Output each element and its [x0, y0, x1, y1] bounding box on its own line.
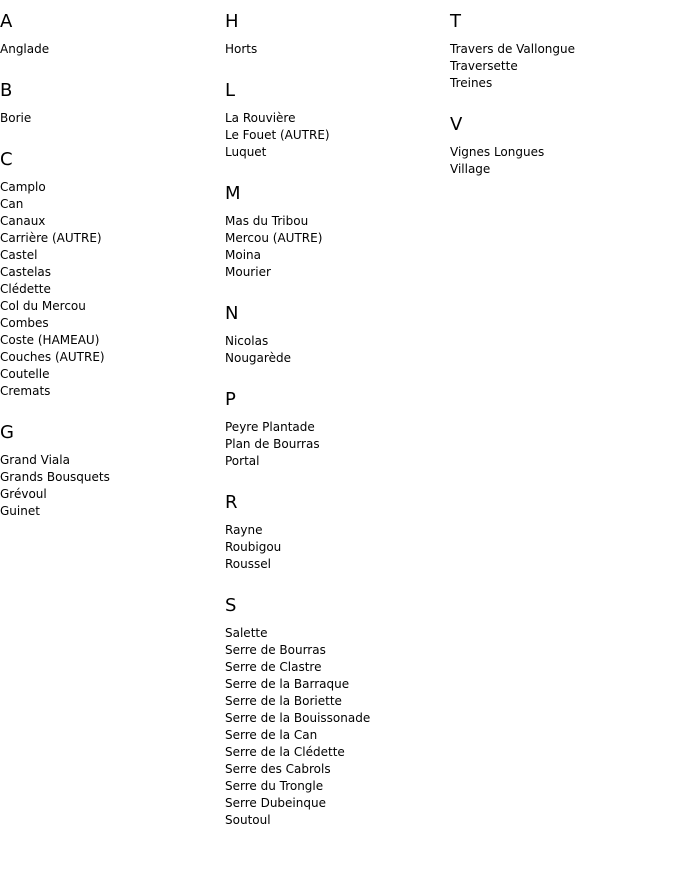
place-list	[450, 41, 675, 92]
place-link[interactable]: Couches (AUTRE)	[0, 350, 105, 364]
letter-heading: M	[225, 183, 241, 204]
letter-group-h	[225, 11, 450, 58]
letter-heading: S	[225, 595, 237, 616]
place-list	[225, 110, 450, 161]
letter-heading: T	[450, 11, 461, 32]
letter-group-r	[225, 492, 450, 573]
place-link[interactable]: Horts	[225, 42, 258, 56]
place-link[interactable]: Serre de la Bouissonade	[225, 711, 371, 725]
letter-group-m	[225, 183, 450, 281]
letter-heading: R	[225, 492, 238, 513]
place-link[interactable]: Mourier	[225, 265, 271, 279]
place-link[interactable]: Serre de la Boriette	[225, 694, 342, 708]
place-list	[225, 522, 450, 573]
place-link[interactable]: Can	[0, 197, 24, 211]
place-link[interactable]: Grands Bousquets	[0, 470, 110, 484]
place-link[interactable]: Serre de la Clédette	[225, 745, 345, 759]
letter-group-v	[450, 114, 675, 178]
letter-group-g	[0, 422, 225, 520]
place-link[interactable]: Mercou (AUTRE)	[225, 231, 323, 245]
place-link[interactable]: Soutoul	[225, 813, 271, 827]
place-link[interactable]: Serre de la Barraque	[225, 677, 350, 691]
place-link[interactable]: Traversette	[450, 59, 518, 73]
index-column-3	[450, 0, 675, 178]
place-link[interactable]: Grévoul	[0, 487, 47, 501]
letter-heading: P	[225, 389, 236, 410]
place-link[interactable]: Treines	[450, 76, 493, 90]
place-link[interactable]: Borie	[0, 111, 32, 125]
place-link[interactable]: Anglade	[0, 42, 50, 56]
place-list	[225, 419, 450, 470]
letter-heading: N	[225, 303, 239, 324]
place-link[interactable]: Vignes Longues	[450, 145, 545, 159]
place-link[interactable]: Portal	[225, 454, 260, 468]
place-link[interactable]: Rayne	[225, 523, 263, 537]
place-link[interactable]: Le Fouet (AUTRE)	[225, 128, 330, 142]
letter-heading: H	[225, 11, 239, 32]
place-link[interactable]: Plan de Bourras	[225, 437, 320, 451]
place-list	[225, 625, 450, 829]
place-link[interactable]: Nicolas	[225, 334, 269, 348]
place-link[interactable]: Peyre Plantade	[225, 420, 315, 434]
place-link[interactable]: Luquet	[225, 145, 267, 159]
place-link[interactable]: Nougarède	[225, 351, 291, 365]
place-list	[0, 41, 225, 58]
letter-group-b	[0, 80, 225, 127]
place-link[interactable]: Camplo	[0, 180, 46, 194]
index-column-1	[0, 0, 225, 520]
letter-heading: L	[225, 80, 236, 101]
place-link[interactable]: Serre des Cabrols	[225, 762, 331, 776]
place-link[interactable]: Serre du Trongle	[225, 779, 324, 793]
place-list	[0, 110, 225, 127]
letter-group-c	[0, 149, 225, 400]
place-link[interactable]: Moina	[225, 248, 261, 262]
place-link[interactable]: Mas du Tribou	[225, 214, 309, 228]
place-link[interactable]: Coutelle	[0, 367, 50, 381]
index-column-2	[225, 0, 450, 829]
place-link[interactable]: Combes	[0, 316, 49, 330]
letter-group-l	[225, 80, 450, 161]
place-link[interactable]: Castelas	[0, 265, 52, 279]
place-link[interactable]: Col du Mercou	[0, 299, 86, 313]
place-link[interactable]: Canaux	[0, 214, 46, 228]
place-link[interactable]: Serre de Clastre	[225, 660, 322, 674]
place-link[interactable]: Clédette	[0, 282, 51, 296]
place-list	[225, 333, 450, 367]
place-link[interactable]: Village	[450, 162, 491, 176]
letter-heading: C	[0, 149, 13, 170]
letter-group-p	[225, 389, 450, 470]
place-link[interactable]: Serre Dubeinque	[225, 796, 326, 810]
place-link[interactable]: Cremats	[0, 384, 51, 398]
place-link[interactable]: Guinet	[0, 504, 40, 518]
letter-group-s	[225, 595, 450, 829]
place-link[interactable]: Serre de Bourras	[225, 643, 326, 657]
letter-heading: G	[0, 422, 14, 443]
place-list	[225, 213, 450, 281]
place-list	[0, 452, 225, 520]
place-link[interactable]: Coste (HAMEAU)	[0, 333, 100, 347]
place-link[interactable]: Salette	[225, 626, 268, 640]
place-list	[225, 41, 450, 58]
letter-heading: V	[450, 114, 463, 135]
letter-heading: A	[0, 11, 13, 32]
place-link[interactable]: Castel	[0, 248, 38, 262]
place-link[interactable]: Serre de la Can	[225, 728, 318, 742]
place-link[interactable]: Grand Viala	[0, 453, 70, 467]
place-link[interactable]: Carrière (AUTRE)	[0, 231, 102, 245]
place-link[interactable]: Roussel	[225, 557, 271, 571]
place-link[interactable]: La Rouvière	[225, 111, 296, 125]
place-link[interactable]: Travers de Vallongue	[450, 42, 576, 56]
place-list	[0, 179, 225, 400]
letter-group-a	[0, 11, 225, 58]
letter-heading: B	[0, 80, 13, 101]
place-link[interactable]: Roubigou	[225, 540, 282, 554]
letter-group-t	[450, 11, 675, 92]
letter-group-n	[225, 303, 450, 367]
place-list	[450, 144, 675, 178]
